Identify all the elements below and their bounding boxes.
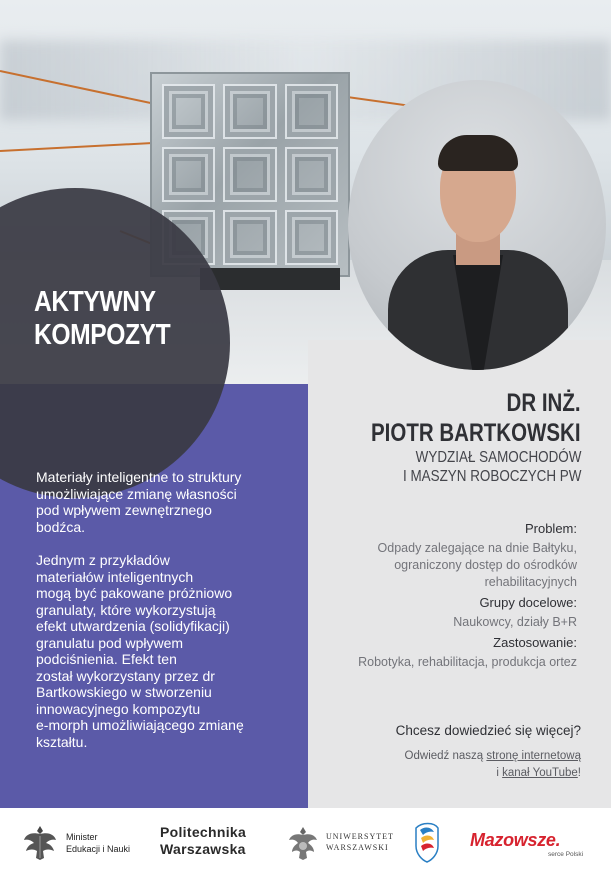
department: WYDZIAŁ SAMOCHODÓW I MASZYN ROBOCZYCH PW: [402, 449, 581, 485]
paragraph-intro: Materiały inteligentne to struktury umożliwiające zmianę własności pod wpływem zewnętrznego bodźca.: [36, 469, 242, 535]
problem-line: ograniczony dostęp do ośrodków: [394, 558, 577, 572]
pw-logo-text: Politechnika Warszawska: [160, 824, 247, 857]
call-to-action: [396, 722, 581, 782]
problem-line: rehabilitacyjnych: [484, 575, 577, 589]
problem-label: Problem:: [524, 521, 577, 536]
description-text: [36, 469, 286, 767]
uw-logo-text: UNIWERSYTET WARSZAWSKI: [326, 832, 394, 852]
paragraph-example: Jednym z przykładów materiałów inteligentnych mogą być pakowane próżniowo granulaty, które wykorzystują efekt utwardzenia (solidyfikacji) granulatu pod wpływem podciśnienia. Efekt ten został wykorzystany przez dr Bartkowskiego w stworzeniu innowacyjnego kompozytu e-morph umożliwiającego zmianę kształtu.: [36, 552, 244, 750]
project-info: [358, 520, 577, 671]
ministry-logo-text: Minister Edukacji i Nauki: [66, 832, 131, 854]
portrait-photo: [348, 80, 606, 370]
person-name: DR INŻ. PIOTR BARTKOWSKI: [371, 389, 581, 447]
device-base: [200, 268, 340, 290]
problem-line: Odpady zalegające na dnie Bałtyku,: [377, 541, 577, 555]
cta-question: Chcesz dowiedzieć się więcej?: [395, 723, 581, 738]
portrait-hair: [438, 135, 518, 171]
groups-label: Grupy docelowe:: [479, 595, 577, 610]
groups-value: Naukowcy, działy B+R: [453, 615, 577, 629]
youtube-link[interactable]: kanał YouTube: [502, 767, 578, 779]
uw-eagle-emblem-icon: [286, 824, 320, 862]
cta-line-youtube: i kanał YouTube!: [496, 767, 581, 779]
application-label: Zastosowanie:: [493, 635, 577, 650]
copper-wire: [0, 142, 160, 152]
mazowsze-logo-text: Mazowsze.: [470, 830, 561, 850]
website-link[interactable]: stronę internetową: [486, 750, 581, 762]
footer-logos: [0, 808, 611, 871]
mazowsze-tagline: serce Polski: [548, 851, 584, 858]
polish-eagle-icon: [22, 824, 58, 862]
poster-title: AKTYWNY KOMPOZYT: [34, 286, 171, 351]
cta-line-website: Odwiedź naszą stronę internetową: [404, 750, 581, 762]
mazovia-emblem-icon: [412, 820, 442, 864]
application-value: Robotyka, rehabilitacja, produkcja ortez: [358, 655, 577, 669]
